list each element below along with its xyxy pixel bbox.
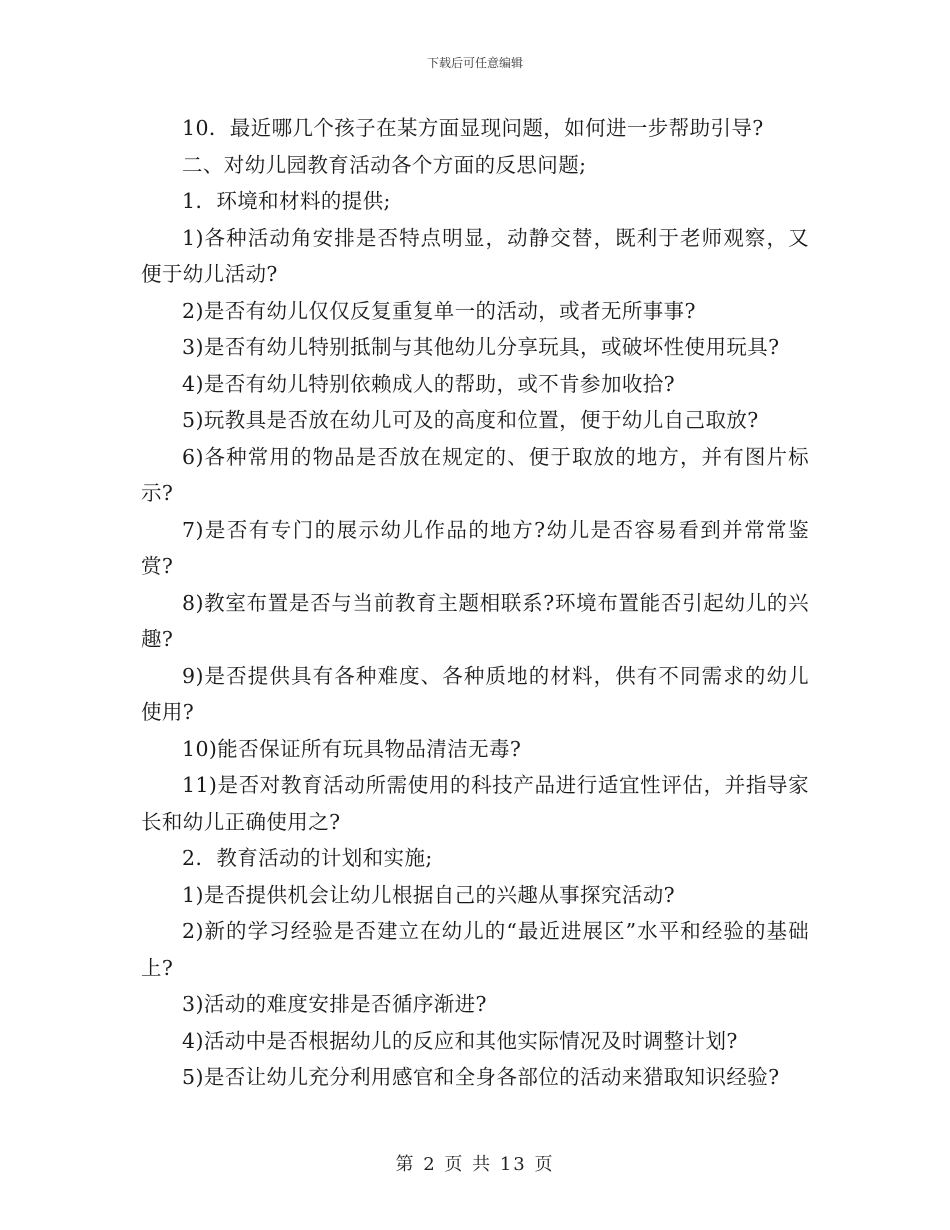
list-item: 5)是否让幼儿充分利用感官和全身各部位的活动来猎取知识经验? [182, 1065, 780, 1089]
section-heading: 二、对幼儿园教育活动各个方面的反思问题; [182, 152, 587, 177]
list-item: 1)是否提供机会让幼儿根据自己的兴趣从事探究活动? [182, 882, 676, 907]
list-item: 8)教室布置是否与当前教育主题相联系?环境布置能否引起幼儿的兴趣? [141, 590, 809, 651]
list-item: 2)是否有幼儿仅仅反复重复单一的活动，或者无所事事? [182, 298, 696, 323]
list-item: 2)新的学习经验是否建立在幼儿的“最近进展区”水平和经验的基础上? [141, 919, 809, 980]
list-item: 6)各种常用的物品是否放在规定的、便于取放的地方，并有图片标示? [141, 444, 809, 505]
list-item: 10)能否保证所有玩具物品清洁无毒? [182, 736, 522, 761]
subsection-heading: 1．环境和材料的提供; [182, 189, 391, 213]
download-note: 下载后可任意编辑 [426, 56, 523, 70]
list-item: 4)是否有幼儿特别依赖成人的帮助，或不肯参加收拾? [182, 371, 676, 396]
page-number: 第 2 页 共 13 页 [395, 1154, 555, 1175]
paragraph: 10．最近哪几个孩子在某方面显现问题，如何进一步帮助引导? [182, 116, 764, 140]
list-item: 7)是否有专门的展示幼儿作品的地方?幼儿是否容易看到并常常鉴赏? [141, 517, 809, 578]
list-item: 11)是否对教育活动所需使用的科技产品进行适宜性评估，并指导家长和幼儿正确使用之? [141, 773, 809, 834]
list-item: 5)玩教具是否放在幼儿可及的高度和位置，便于幼儿自己取放? [182, 408, 759, 432]
list-item: 3)是否有幼儿特别抵制与其他幼儿分享玩具，或破坏性使用玩具? [182, 335, 780, 359]
subsection-heading: 2．教育活动的计划和实施; [182, 846, 433, 870]
list-item: 1)各种活动角安排是否特点明显，动静交替，既利于老师观察，又便于幼儿活动? [141, 225, 809, 286]
list-item: 9)是否提供具有各种难度、各种质地的材料，供有不同需求的幼儿使用? [141, 663, 809, 724]
list-item: 4)活动中是否根据幼儿的反应和其他实际情况及时调整计划? [182, 1028, 738, 1053]
document-body [141, 110, 809, 1096]
list-item: 3)活动的难度安排是否循序渐进? [182, 992, 487, 1016]
